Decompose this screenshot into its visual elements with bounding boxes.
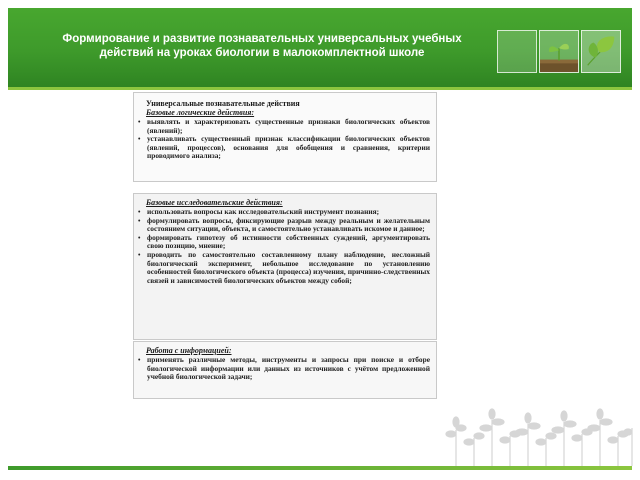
box-subheading: Работа с информацией: [146,346,232,355]
list-item: • проводить по самостоятельно составленному плану наблюдение, несложный биологический эксперимент, небольшое исследование по установлению особенностей биологического объекта (процесса) изучения, причинно-следственных связей и зависимостей биологических объектов между собой; [138,249,430,285]
list-item: • применять различные методы, инструменты и запросы при поиске и отборе биологической информации или данных из источников с учётом предложенной учебной биологической задачи; [138,355,430,382]
research-actions-box [133,193,437,340]
item-list [138,208,430,285]
item-list [138,118,430,161]
sprout-icon [539,30,579,73]
list-item: • использовать вопросы как исследовательский инструмент познания; [138,207,380,216]
information-work-box [133,341,437,399]
footer-line [8,466,632,470]
item-list [138,356,430,382]
plant-silhouettes-decoration [444,408,636,466]
box-heading: Универсальные познавательные действия [146,99,300,108]
leaf-icon [581,30,621,73]
photo-tile-empty [497,30,537,73]
box-subheading: Базовые исследовательские действия: [146,198,283,207]
list-item: • выявлять и характеризовать существенные признаки биологических объектов (явлений); [138,117,430,135]
header-band [8,8,632,90]
list-item: • формулировать вопросы, фиксирующие разрыв между реальным и желательным состоянием ситуации, объекта, и самостоятельно устанавливать искомое и данное; [138,215,430,234]
logical-actions-box [133,92,437,182]
list-item: • формировать гипотезу об истинности собственных суждений, аргументировать свою позицию, мнение; [138,232,430,251]
box-subheading: Базовые логические действия: [146,108,255,117]
slide-title: Формирование и развитие познавательных универсальных учебных действий на уроках биологии в малокомплектной школе [62,33,462,59]
list-item: • устанавливать существенный признак классификации биологических объектов (явлений, процессов), основания для обобщения и сравнения, критерии проводимого анализа; [138,134,430,161]
